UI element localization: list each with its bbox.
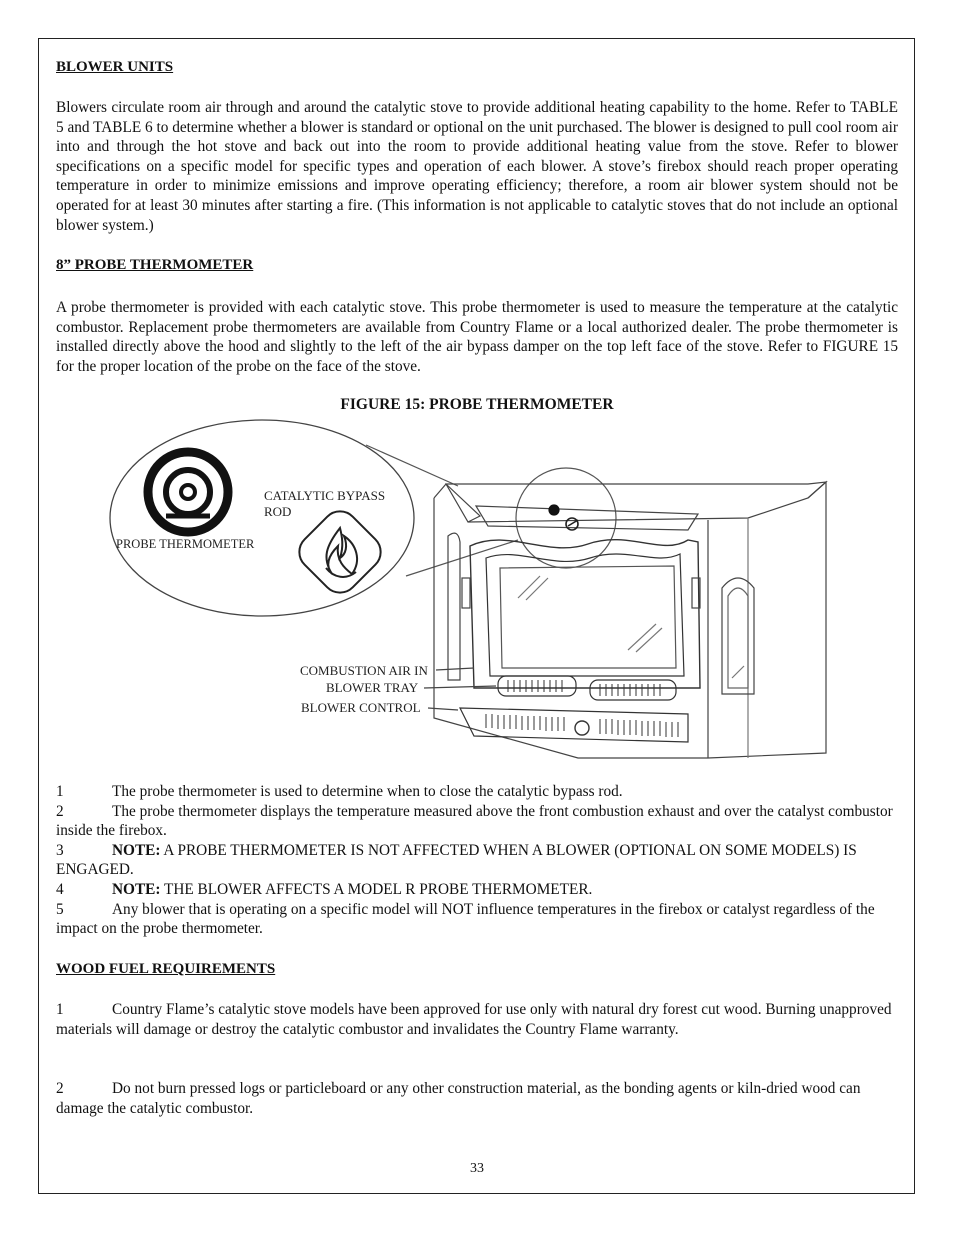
wood-fuel-item-1: 1 Country Flame’s catalytic stove models have been approved for use only with natural dry forest cut wood. Burning unapproved materials will damage or destroy the catalytic combustor and invalidates the Country Flame warranty. [56, 1001, 892, 1038]
probe-notes-list [56, 782, 898, 939]
probe-thermometer-heading: 8” PROBE THERMOMETER [56, 257, 254, 273]
probe-location-circle [516, 468, 616, 568]
catalytic-bypass-label-2: ROD [264, 504, 292, 519]
blower-units-paragraph: Blowers circulate room air through and around the catalytic stove to provide additional heating capability to the home. Refer to TABLE 5 and TABLE 6 to determine whether a blower is standard or optional on the unit purchased. The blower is designed to pull cool room air into and through the hot stove and back out into the room to provide additional heating value from the stove. Refer to blower specifications on a specific model for specific types and operation of each blower. A stove’s firebox should reach proper operating temperature in order to minimize emissions and improve operating efficiency; therefore, a room air blower system should not be operated for at least 30 minutes after starting a fire. (This information is not applicable to catalytic stoves that do not include an optional blower system.) [56, 99, 898, 234]
probe-thermometer-label: PROBE THERMOMETER [116, 537, 255, 551]
probe-thermometer-icon [148, 452, 228, 532]
list-item: 4 NOTE: THE BLOWER AFFECTS A MODEL R PROBE THERMOMETER. [56, 880, 593, 898]
blower-tray-label: BLOWER TRAY [326, 680, 419, 695]
blower-units-heading: BLOWER UNITS [56, 59, 174, 75]
wood-fuel-heading: WOOD FUEL REQUIREMENTS [56, 961, 276, 977]
wood-fuel-section [56, 960, 898, 980]
blower-units-section [56, 58, 898, 78]
page-number: 33 [470, 1161, 484, 1176]
catalytic-bypass-label-1: CATALYTIC BYPASS [264, 488, 386, 503]
probe-thermometer-section [56, 256, 898, 276]
list-item: 3 NOTE: A PROBE THERMOMETER IS NOT AFFECTED WHEN A BLOWER (OPTIONAL ON SOME MODELS) IS ENGAGED. [56, 841, 857, 879]
figure-caption: FIGURE 15: PROBE THERMOMETER [340, 396, 614, 413]
blower-control-knob [575, 721, 589, 735]
combustion-air-label: COMBUSTION AIR IN [300, 663, 428, 678]
wood-fuel-item-2: 2 Do not burn pressed logs or particleboard or any other construction material, as the bonding agents or kiln-dried wood can damage the catalytic combustor. [56, 1080, 861, 1117]
list-item: 5 Any blower that is operating on a specific model will NOT influence temperatures in the firebox or catalyst regardless of the impact on the probe thermometer. [56, 900, 875, 938]
list-item: 1 The probe thermometer is used to determine when to close the catalytic bypass rod. [56, 783, 623, 800]
probe-thermometer-paragraph: A probe thermometer is provided with each catalytic stove. This probe thermometer is used to measure the temperature at the catalytic combustor. Replacement probe thermometers are available from Country Flame or a local authorized dealer. The probe thermometer is installed directly above the hood and slightly to the left of the air bypass damper on the top left face of the stove. Refer to FIGURE 15 for the proper location of the probe on the face of the stove. [56, 299, 898, 375]
blower-control-label: BLOWER CONTROL [301, 700, 421, 715]
list-item: 2 The probe thermometer displays the temperature measured above the front combustion exhaust and over the catalyst combustor inside the firebox. [56, 802, 893, 840]
stove-figure [108, 418, 840, 764]
bypass-rod-flame-icon [292, 504, 388, 600]
stove-illustration [108, 418, 840, 764]
